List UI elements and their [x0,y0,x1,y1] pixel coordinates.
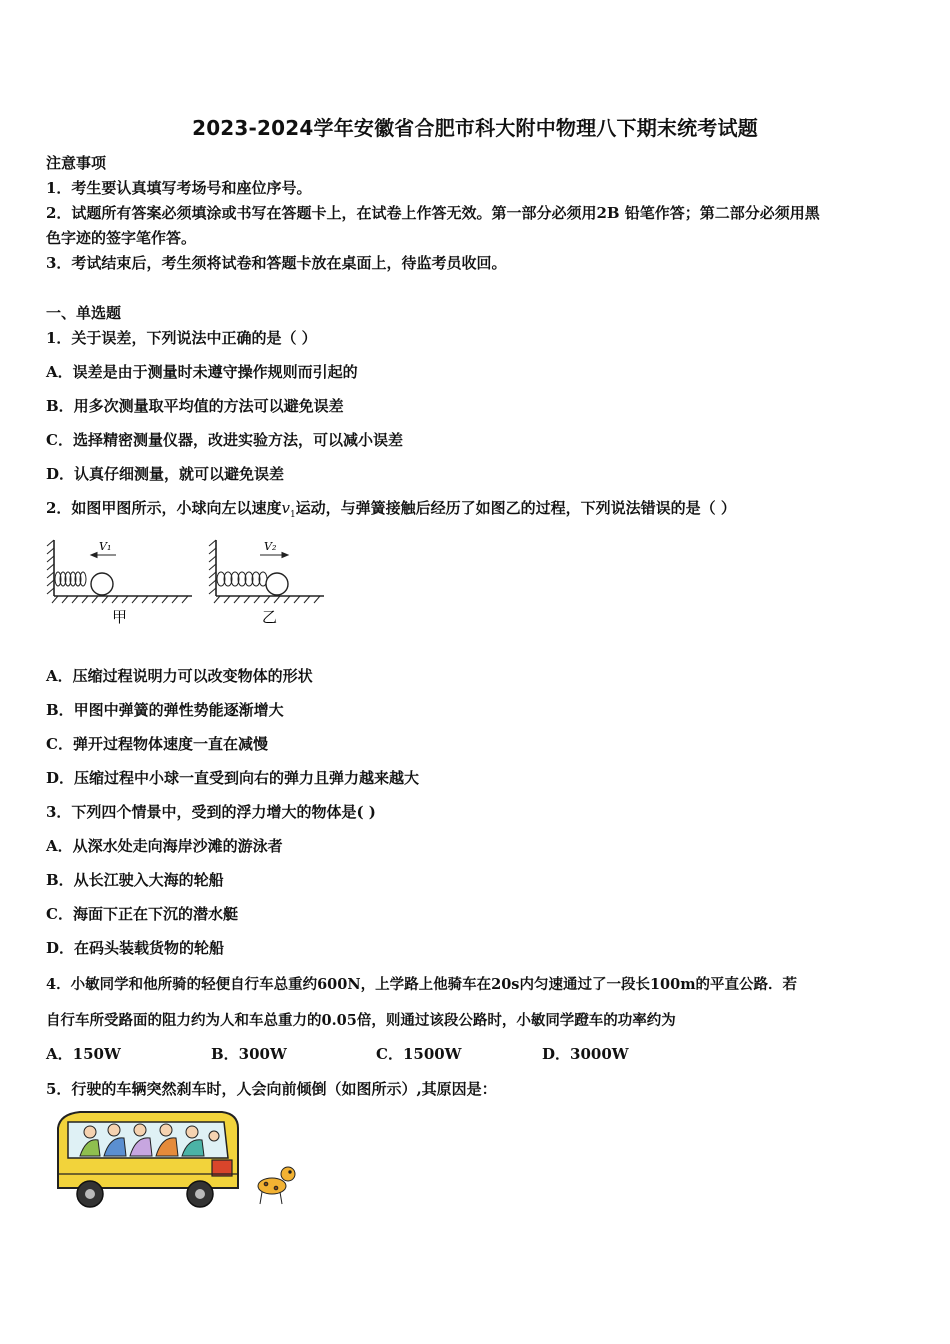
q5-stem: 5．行驶的车辆突然刹车时，人会向前倾倒（如图所示）,其原因是： [46,1080,497,1098]
jia-ball [91,573,113,595]
q4-stem-line-2: 自行车所受路面的阻力约为人和车总重力的0.05倍，则通过该段公路时，小敏同学蹬车的功率约为 [46,1012,676,1029]
q3-option-a: A．从深水处走向海岸沙滩的游泳者 [46,837,283,855]
q1-option-a: A．误差是由于测量时未遵守操作规则而引起的 [46,363,358,381]
yi-ball [266,573,288,595]
q4-option-c: C．1500W [376,1045,462,1063]
q3-option-b: B．从长江驶入大海的轮船 [46,871,224,889]
q2-stem [46,497,736,520]
q3-stem: 3．下列四个情景中，受到的浮力增大的物体是( ) [46,803,376,821]
notice-item-1: 1．考生要认真填写考场号和座位序号。 [46,179,312,197]
q1-stem: 1．关于误差，下列说法中正确的是（ ） [46,329,317,347]
yi-spring [217,572,267,586]
jia-wall-hatching [47,540,54,594]
q2-figure-jia [44,534,196,626]
yi-ground-hatching [214,596,320,603]
q1-option-d: D．认真仔细测量，就可以避免误差 [46,465,285,483]
jia-velocity-label: V₁ [99,540,112,553]
notice-heading: 注意事项 [46,154,107,172]
jia-spring [55,572,86,586]
q5-bus-illustration [50,1108,300,1216]
q2-option-d: D．压缩过程中小球一直受到向右的弹力且弹力越来越大 [46,769,420,787]
jia-caption: 甲 [112,608,128,626]
notice-item-2-cont: 色字迹的签字笔作答。 [46,229,197,247]
q4-option-b: B．300W [211,1045,287,1063]
q4-stem-line-1: 4．小敏同学和他所骑的轻便自行车总重约600N，上学路上他骑车在20s内匀速通过了一段长100m的平直公路．若 [46,976,798,993]
q2-figure-yi [206,534,330,626]
yi-wall-hatching [209,540,216,594]
q3-option-c: C．海面下正在下沉的潜水艇 [46,905,238,923]
q2-option-c: C．弹开过程物体速度一直在减慢 [46,735,268,753]
dog-figure [258,1167,295,1204]
jia-velocity-arrow [91,553,116,558]
notice-item-3: 3．考试结束后，考生须将试卷和答题卡放在桌面上，待监考员收回。 [46,254,507,272]
q2-stem-part-b: 运动，与弹簧接触后经历了如图乙的过程，下列说法错误的是（ ） [295,499,736,517]
q2-option-a: A．压缩过程说明力可以改变物体的形状 [46,667,313,685]
q2-velocity-subscript: 1 [289,510,296,520]
jia-ground-hatching [52,596,188,603]
yi-caption: 乙 [262,608,278,626]
q2-option-b: B．甲图中弹簧的弹性势能逐渐增大 [46,701,284,719]
q4-option-a: A．150W [46,1045,121,1063]
notice-item-2: 2．试题所有答案必须填涂或书写在答题卡上，在试卷上作答无效。第一部分必须用2B 铅笔作答；第二部分必须用黑 [46,204,820,222]
q4-option-d: D．3000W [542,1045,629,1063]
section-heading: 一、单选题 [46,304,122,322]
yi-velocity-label: V₂ [264,540,277,553]
q1-option-c: C．选择精密测量仪器，改进实验方法，可以减小误差 [46,431,403,449]
yi-velocity-arrow [260,553,288,558]
q2-stem-part-a: 2．如图甲图所示，小球向左以速度 [46,499,282,517]
q1-option-b: B．用多次测量取平均值的方法可以避免误差 [46,397,344,415]
q3-option-d: D．在码头装载货物的轮船 [46,939,225,957]
q2-velocity-symbol: v [281,499,290,517]
exam-title: 2023-2024学年安徽省合肥市科大附中物理八下期末统考试题 [192,116,758,140]
jia-wall [54,540,192,596]
